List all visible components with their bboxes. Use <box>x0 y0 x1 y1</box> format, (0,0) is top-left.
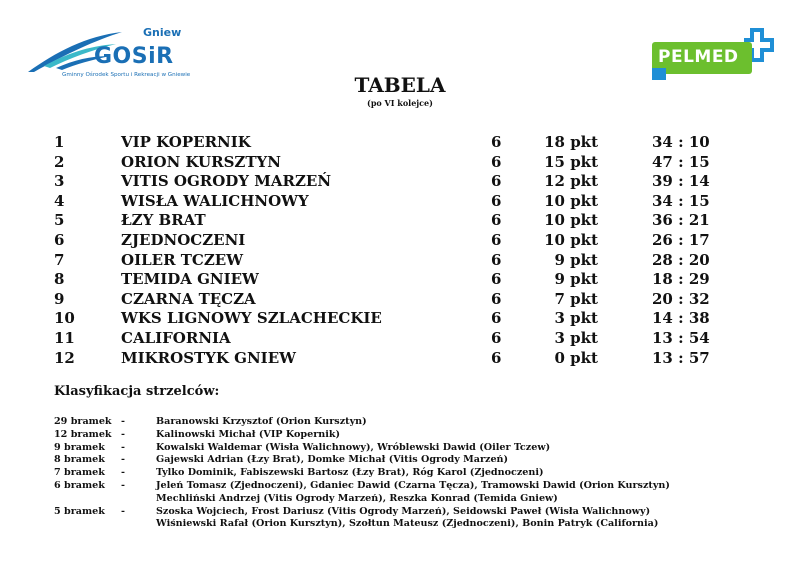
scorer-goals: 6 bramek <box>54 479 105 491</box>
goals-cell: 39 : 14 <box>652 172 710 191</box>
goals-cell: 28 : 20 <box>652 250 710 269</box>
points-cell: 9 pkt <box>554 250 598 269</box>
table-row <box>54 349 734 369</box>
games-cell: 6 <box>491 348 502 367</box>
games-cell: 6 <box>491 270 502 289</box>
scorer-names <box>156 506 754 532</box>
team-cell: TEMIDA GNIEW <box>121 270 259 289</box>
scorer-row <box>54 429 754 442</box>
scorer-names <box>156 480 754 506</box>
scorer-names-line: Wiśniewski Rafał (Orion Kursztyn), Szołtun Mateusz (Zjednoczeni), Bonin Patryk (California) <box>156 518 659 530</box>
position-cell: 6 <box>54 230 65 249</box>
team-cell: MIKROSTYK GNIEW <box>121 348 296 367</box>
gosir-town-label: Gniew <box>143 26 182 39</box>
scorer-goals: 7 bramek <box>54 467 105 479</box>
table-row <box>54 211 734 231</box>
goals-cell: 26 : 17 <box>652 230 710 249</box>
points-cell: 9 pkt <box>554 270 598 289</box>
team-cell: VIP KOPERNIK <box>121 133 251 151</box>
points-cell: 10 pkt <box>544 191 598 210</box>
team-cell: WKS LIGNOWY SZLACHECKIE <box>121 309 382 328</box>
points-cell: 18 pkt <box>544 133 598 151</box>
games-cell: 6 <box>491 152 502 171</box>
points-cell: 7 pkt <box>554 289 598 308</box>
scorer-goals: 9 bramek <box>54 441 105 453</box>
table-row <box>54 251 734 271</box>
scorer-row <box>54 506 754 532</box>
points-cell: 15 pkt <box>544 152 598 171</box>
table-row <box>54 309 734 329</box>
gosir-brand-label: GOSiR <box>94 44 174 69</box>
page-subtitle: (po VI kolejce) <box>367 98 433 108</box>
points-cell: 3 pkt <box>554 309 598 328</box>
scorer-dash: - <box>121 416 125 427</box>
position-cell: 7 <box>54 250 65 269</box>
goals-cell: 47 : 15 <box>652 152 710 171</box>
scorer-row <box>54 416 754 429</box>
goals-cell: 34 : 10 <box>652 133 710 151</box>
position-cell: 2 <box>54 152 65 171</box>
position-cell: 11 <box>54 328 75 347</box>
scorer-goals: 8 bramek <box>54 454 105 466</box>
scorer-names <box>156 442 754 455</box>
scorer-names <box>156 429 754 442</box>
goals-cell: 20 : 32 <box>652 289 710 308</box>
table-row <box>54 270 734 290</box>
team-cell: OILER TCZEW <box>121 250 244 269</box>
games-cell: 6 <box>491 211 502 230</box>
goals-cell: 18 : 29 <box>652 270 710 289</box>
scorer-row <box>54 442 754 455</box>
team-cell: CALIFORNIA <box>121 328 231 347</box>
table-row <box>54 153 734 173</box>
scorer-row <box>54 467 754 480</box>
scorer-dash: - <box>121 428 125 440</box>
games-cell: 6 <box>491 309 502 328</box>
team-cell: WISŁA WALICHNOWY <box>121 191 309 210</box>
games-cell: 6 <box>491 289 502 308</box>
position-cell: 5 <box>54 211 65 230</box>
scorer-names-line: Kalinowski Michał (VIP Kopernik) <box>156 428 341 440</box>
scorer-dash: - <box>121 467 125 479</box>
goals-cell: 34 : 15 <box>652 191 710 210</box>
points-cell: 0 pkt <box>554 348 598 367</box>
scorer-names <box>156 416 754 429</box>
scorer-goals: 5 bramek <box>54 505 105 517</box>
points-cell: 10 pkt <box>544 230 598 249</box>
scorer-names-line: Jeleń Tomasz (Zjednoczeni), Gdaniec Dawid (Czarna Tęcza), Tramowski Dawid (Orion Kursztyn) <box>156 479 670 491</box>
points-cell: 10 pkt <box>544 211 598 230</box>
games-cell: 6 <box>491 328 502 347</box>
team-cell: VITIS OGRODY MARZEŃ <box>121 172 332 191</box>
table-row <box>54 172 734 192</box>
position-cell: 9 <box>54 289 65 308</box>
scorer-names-line: Mechliński Andrzej (Vitis Ogrody Marzeń), Reszka Konrad (Temida Gniew) <box>156 492 558 504</box>
scorers-list <box>54 416 754 531</box>
scorer-goals: 12 bramek <box>54 428 112 440</box>
position-cell: 8 <box>54 270 65 289</box>
scorer-names <box>156 454 754 467</box>
scorer-names-line: Baranowski Krzysztof (Orion Kursztyn) <box>156 416 367 427</box>
scorer-dash: - <box>121 505 125 517</box>
team-cell: ŁZY BRAT <box>121 211 206 230</box>
position-cell: 12 <box>54 348 75 367</box>
table-row <box>54 329 734 349</box>
scorer-names-line: Szoska Wojciech, Frost Dariusz (Vitis Ogrody Marzeń), Seidowski Paweł (Wisła Walichnowy) <box>156 505 651 517</box>
scorer-dash: - <box>121 454 125 466</box>
table-row <box>54 290 734 310</box>
games-cell: 6 <box>491 172 502 191</box>
games-cell: 6 <box>491 191 502 210</box>
scorer-dash: - <box>121 441 125 453</box>
goals-cell: 36 : 21 <box>652 211 710 230</box>
gosir-subtitle: Gminny Ośrodek Sportu i Rekreacji w Gniewie <box>62 72 191 78</box>
goals-cell: 13 : 54 <box>652 328 710 347</box>
position-cell: 4 <box>54 191 65 210</box>
points-cell: 3 pkt <box>554 328 598 347</box>
scorer-row <box>54 480 754 506</box>
games-cell: 6 <box>491 250 502 269</box>
team-cell: ZJEDNOCZENI <box>121 230 246 249</box>
goals-cell: 14 : 38 <box>652 309 710 328</box>
scorer-dash: - <box>121 479 125 491</box>
pelmed-text: PELMED <box>658 47 739 67</box>
table-row <box>54 133 734 153</box>
scorer-goals: 29 bramek <box>54 416 112 427</box>
table-row <box>54 192 734 212</box>
games-cell: 6 <box>491 230 502 249</box>
goals-cell: 13 : 57 <box>652 348 710 367</box>
page-title: TABELA <box>354 73 446 97</box>
scorer-names-line: Gajewski Adrian (Łzy Brat), Domke Michał (Vitis Ogrody Marzeń) <box>156 454 509 466</box>
games-cell: 6 <box>491 133 502 151</box>
table-row <box>54 231 734 251</box>
team-cell: ORION KURSZTYN <box>121 152 281 171</box>
scorer-names-line: Kowalski Waldemar (Wisła Walichnowy), Wróblewski Dawid (Oiler Tczew) <box>156 441 551 453</box>
scorer-names-line: Tylko Dominik, Fabiszewski Bartosz (Łzy Brat), Róg Karol (Zjednoczeni) <box>156 467 544 479</box>
position-cell: 1 <box>54 133 65 151</box>
scorer-names <box>156 467 754 480</box>
position-cell: 3 <box>54 172 65 191</box>
scorers-title: Klasyfikacja strzelców: <box>54 384 220 399</box>
team-cell: CZARNA TĘCZA <box>121 289 256 308</box>
position-cell: 10 <box>54 309 75 328</box>
scorer-row <box>54 454 754 467</box>
points-cell: 12 pkt <box>544 172 598 191</box>
standings-table <box>54 133 734 368</box>
